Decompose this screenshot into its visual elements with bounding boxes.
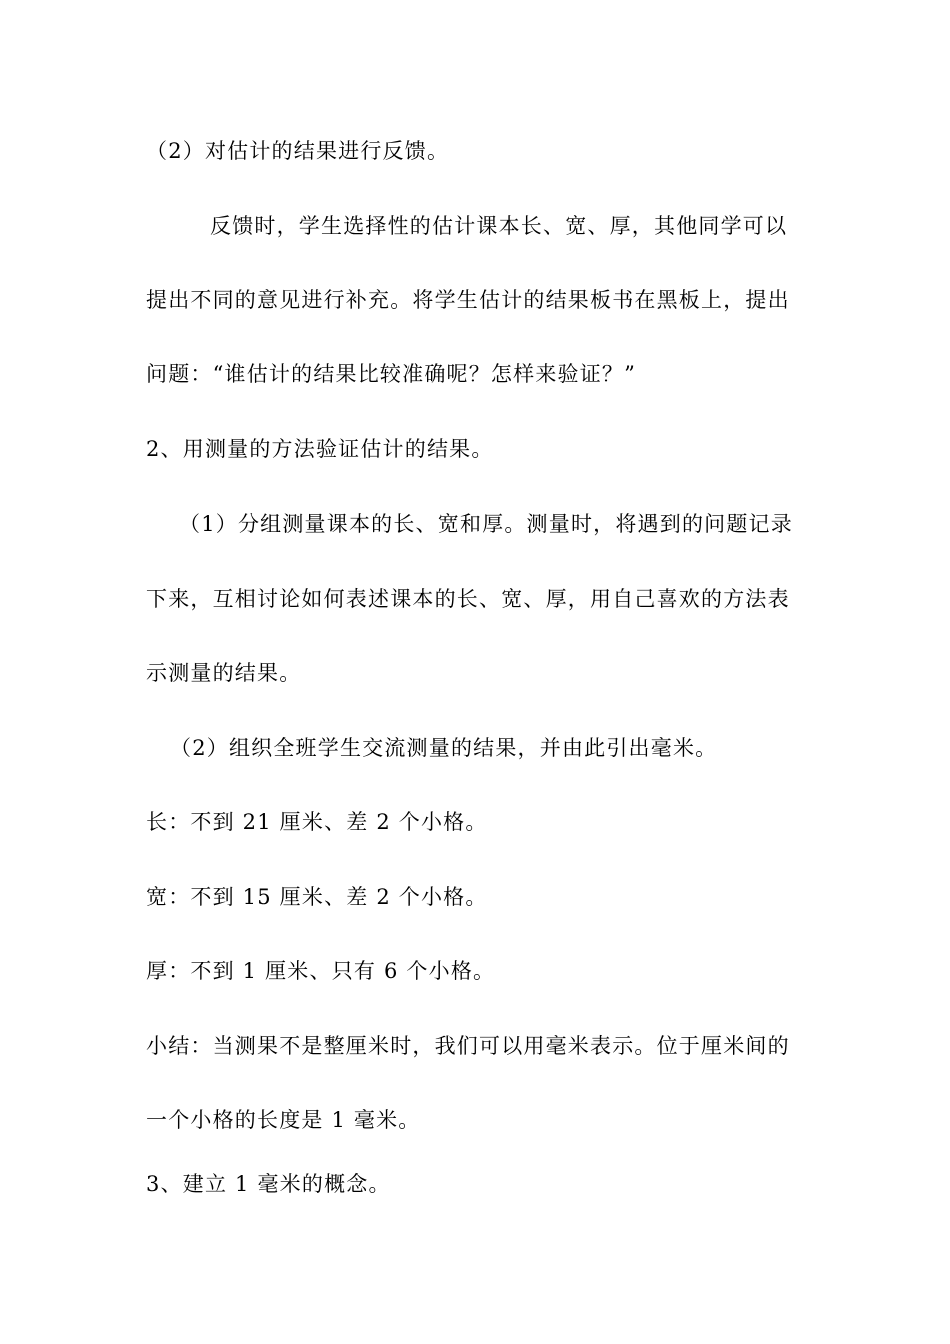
paragraph-line-group-measure-2: 下来，互相讨论如何表述课本的长、宽、厚，用自己喜欢的方法表 — [146, 587, 790, 611]
paragraph-line-feedback-desc-1: 反馈时，学生选择性的估计课本长、宽、厚，其他同学可以 — [210, 214, 788, 238]
section-heading-measure-verify: 2、用测量的方法验证估计的结果。 — [146, 437, 494, 461]
paragraph-line-group-measure-3: 示测量的结果。 — [146, 661, 302, 685]
paragraph-line-group-measure-1: （1）分组测量课本的长、宽和厚。测量时，将遇到的问题记录 — [179, 512, 793, 536]
paragraph-line-feedback-question: 问题：“谁估计的结果比较准确呢？怎样来验证？” — [146, 362, 637, 386]
summary-line-1: 小结：当测果不是整厘米时，我们可以用毫米表示。位于厘米间的 — [146, 1034, 790, 1058]
paragraph-line-feedback-desc-2: 提出不同的意见进行补充。将学生估计的结果板书在黑板上，提出 — [146, 288, 790, 312]
paragraph-line-class-exchange: （2）组织全班学生交流测量的结果，并由此引出毫米。 — [170, 736, 718, 760]
section-heading-mm-concept: 3、建立 1 毫米的概念。 — [146, 1172, 391, 1196]
paragraph-line-feedback-heading: （2）对估计的结果进行反馈。 — [146, 139, 450, 163]
measurement-width-line: 宽：不到 15 厘米、差 2 个小格。 — [146, 885, 488, 909]
summary-line-2: 一个小格的长度是 1 毫米。 — [146, 1108, 421, 1132]
measurement-thickness-line: 厚：不到 1 厘米、只有 6 个小格。 — [146, 959, 496, 983]
measurement-length-line: 长：不到 21 厘米、差 2 个小格。 — [146, 810, 488, 834]
